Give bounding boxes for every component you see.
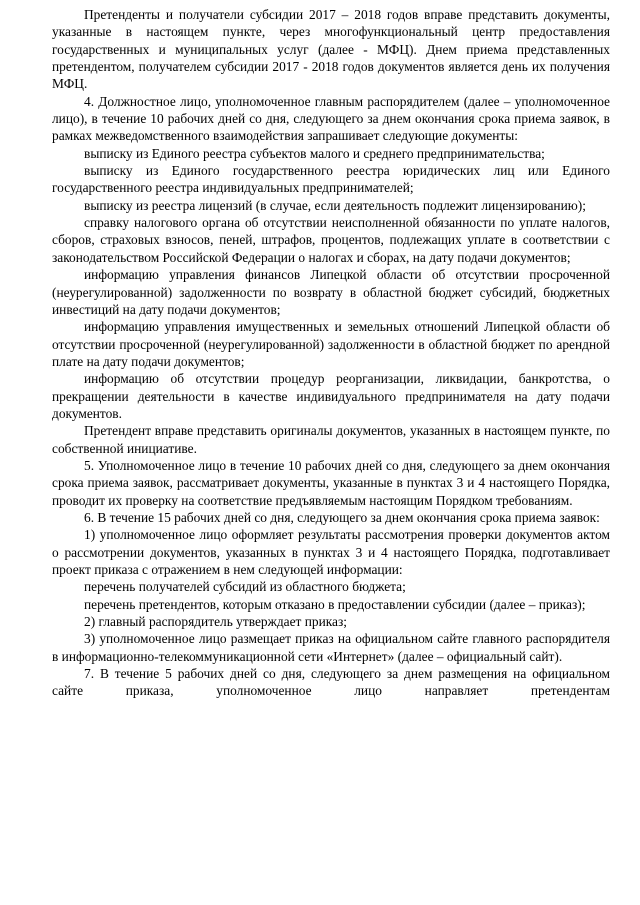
paragraph: 6. В течение 15 рабочих дней со дня, следующего за днем окончания срока приема заявок: [84, 509, 600, 525]
list-item: 2) главный распорядитель утверждает приказ; [84, 614, 348, 630]
paragraph: Претенденты и получатели субсидии 2017 – 2018 годов вправе представить документы, указанные в настоящем пункте, через многофункциональный центр предоставления государственных и муниципальных услуг (далее - МФЦ). Днем приема представленных претендентом, получателем субсидии 2017 - 2018 годов документов является день их получения МФЦ. [52, 7, 610, 92]
list-item: перечень получателей субсидий из областного бюджета; [84, 579, 406, 595]
list-item: 3) уполномоченное лицо размещает приказ на официальном сайте главного распорядителя в информационно-телекоммуникационной сети «Интернет» (далее – официальный сайт). [52, 631, 610, 664]
list-item: выписку из Единого государственного реестра юридических лиц или Единого государственного реестра индивидуальных предпринимателей; [52, 163, 610, 196]
list-item: выписку из Единого реестра субъектов малого и среднего предпринимательства; [84, 145, 545, 161]
list-item: информацию управления имущественных и земельных отношений Липецкой области об отсутствии просроченной (неурегулированной) задолженности в областной бюджет по арендной плате на дату подачи документов; [52, 319, 610, 369]
paragraph: 7. В течение 5 рабочих дней со дня, следующего за днем размещения на официальном сайте приказа, уполномоченное лицо направляет претендентам [52, 666, 610, 699]
paragraph: 4. Должностное лицо, уполномоченное главным распорядителем (далее – уполномоченное лицо), в течение 10 рабочих дней со дня, следующего за днем окончания срока приема заявок, в рамках межведомственного взаимодействия запрашивает следующие документы: [52, 93, 610, 144]
list-item: справку налогового органа об отсутствии неисполненной обязанности по уплате налогов, сборов, страховых взносов, пеней, штрафов, процентов, подлежащих уплате в соответствии с законодательством Российской Федерации о налогах и сборах, на дату подачи документов; [52, 215, 610, 265]
list-item: перечень претендентов, которым отказано в предоставлении субсидии (далее – приказ); [84, 596, 586, 612]
list-item: информацию об отсутствии процедур реорганизации, ликвидации, банкротства, о прекращении деятельности в качестве индивидуального предпринимателя на дату подачи документов. [52, 371, 610, 421]
paragraph: 5. Уполномоченное лицо в течение 10 рабочих дней со дня, следующего за днем окончания срока приема заявок, рассматривает документы, указанные в пунктах 3 и 4 настоящего Порядка, проводит их проверку на соответствие предъявляемым настоящим Порядком требованиям. [52, 457, 610, 508]
list-item: 1) уполномоченное лицо оформляет результаты рассмотрения проверки документов актом о рассмотрении документов, указанных в пунктах 3 и 4 настоящего Порядка, подготавливает проект приказа с отражением в нем следующей информации: [52, 527, 610, 577]
list-item: информацию управления финансов Липецкой области об отсутствии просроченной (неурегулированной) задолженности по возврату в областной бюджет субсидий, бюджетных инвестиций на дату подачи документов; [52, 267, 610, 317]
document-page [52, 6, 610, 700]
list-item: выписку из реестра лицензий (в случае, если деятельность подлежит лицензированию); [84, 197, 586, 213]
paragraph: Претендент вправе представить оригиналы документов, указанных в настоящем пункте, по собственной инициативе. [52, 423, 610, 456]
